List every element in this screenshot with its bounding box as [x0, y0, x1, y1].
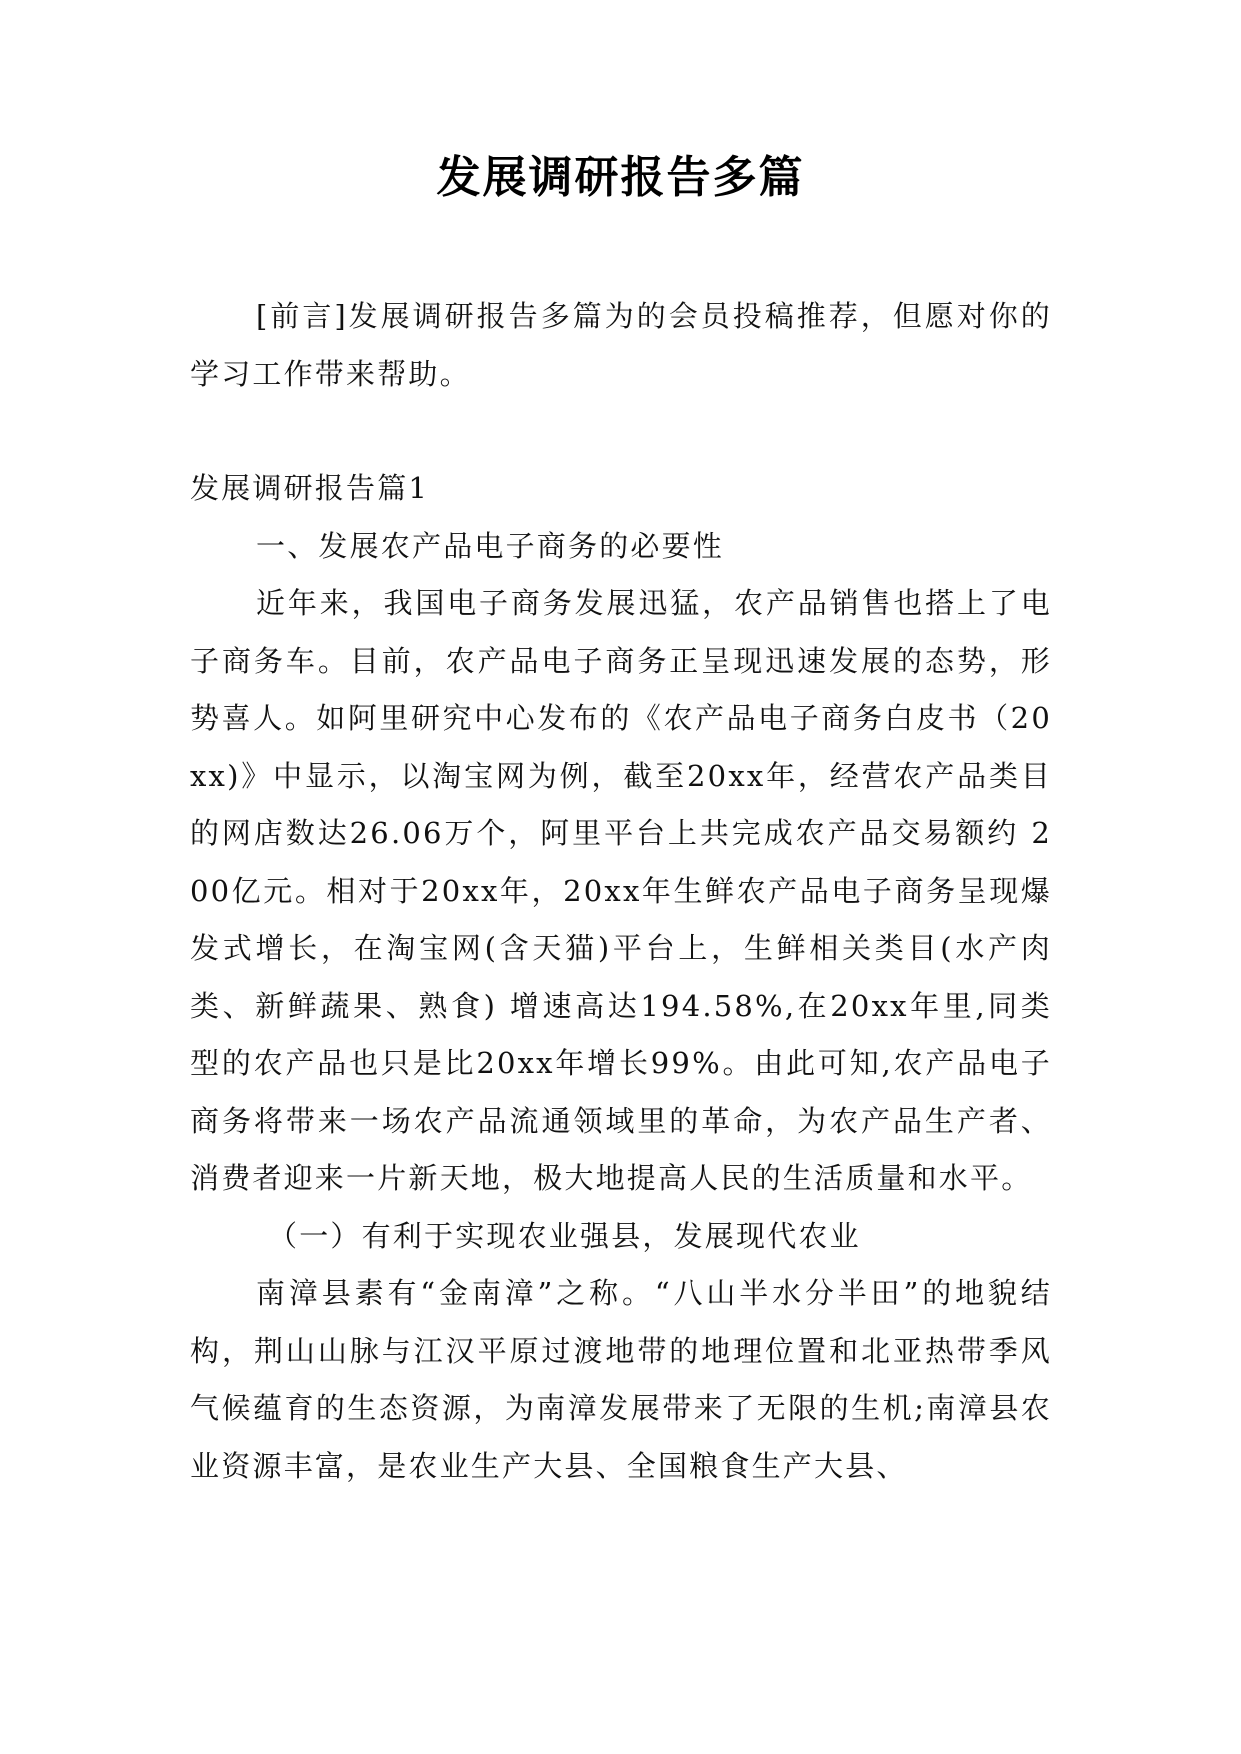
subsection-heading: （一）有利于实现农业强县，发展现代农业 — [268, 1218, 861, 1253]
body-paragraph: 南漳县素有“金南漳”之称。“八山半水分半田”的地貌结构，荆山山脉与江汉平原过渡地带的地理位置和北亚热带季风气候蕴育的生态资源，为南漳发展带来了无限的生机;南漳县农业资源丰富，是农业生产大县、全国粮食生产大县、 — [190, 1276, 1052, 1483]
intro-block — [190, 288, 1052, 403]
article-body — [190, 460, 1052, 1495]
section-heading: 一、发展农产品电子商务的必要性 — [256, 528, 725, 563]
article-heading: 发展调研报告篇1 — [190, 471, 430, 505]
body-paragraph: 近年来，我国电子商务发展迅猛，农产品销售也搭上了电子商务车。目前，农产品电子商务正呈现迅速发展的态势，形势喜人。如阿里研究中心发布的《农产品电子商务白皮书（20xx)》中显示，以淘宝网为例，截至20xx年，经营农产品类目的网店数达26.06万个，阿里平台上共完成农产品交易额约 200亿元。相对于20xx年，20xx年生鲜农产品电子商务呈现爆发式增长，在淘宝网(含天猫)平台上，生鲜相关类目(水产肉类、新鲜蔬果、熟食) 增速高达194.58%,在20xx年里,同类型的农产品也只是比20xx年增长99%。由此可知,农产品电子商务将带来一场农产品流通领域里的革命，为农产品生产者、消费者迎来一片新天地，极大地提高人民的生活质量和水平。 — [190, 586, 1052, 1195]
document-title: 发展调研报告多篇 — [436, 152, 805, 203]
intro-paragraph: [前言]发展调研报告多篇为的会员投稿推荐，但愿对你的学习工作带来帮助。 — [190, 299, 1052, 391]
